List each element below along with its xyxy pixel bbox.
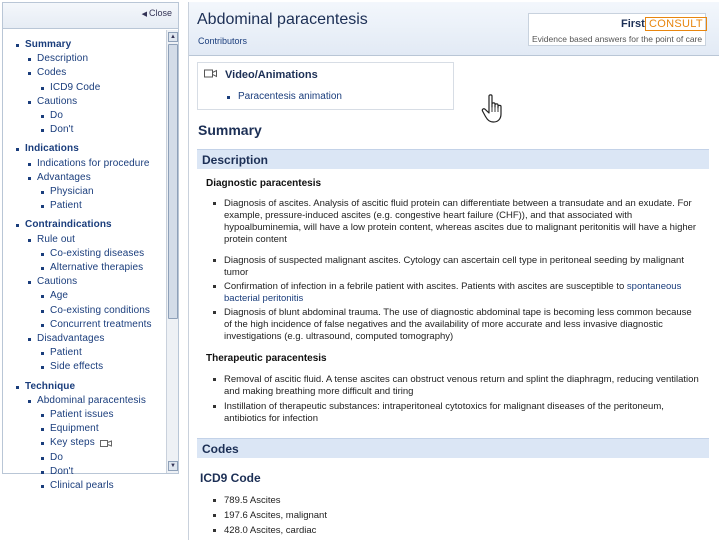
toc-item[interactable]: Patient [50,347,82,359]
toc-scrollbar[interactable] [166,30,178,473]
video-title: Video/Animations [225,69,318,81]
codes-label: Codes [202,442,239,456]
therapeutic-heading: Therapeutic paracentesis [206,353,327,364]
scroll-up-icon[interactable]: ▲ [168,32,178,42]
toc-item[interactable]: Indications [25,143,79,155]
list-item: Instillation of therapeutic substances: intraperitoneal cytotoxics for malignant diseases of the peritoneum, antibiotics for infection [224,401,702,425]
list-item: Diagnosis of suspected malignant ascites. Cytology can ascertain cell type in peritoneal seeding by malignant tumor [224,255,702,279]
logo-tagline: Evidence based answers for the point of care [532,34,703,44]
close-toc-button[interactable]: ◀ Close [141,8,172,18]
spontaneous-bacterial-peritonitis-link[interactable]: spontaneous bacterial peritonitis [224,281,682,304]
toc-item[interactable]: Patient [50,200,82,212]
toc-item[interactable]: Equipment [50,423,99,435]
icd9-heading: ICD9 Code [200,471,261,485]
toc-item[interactable]: Don't [50,465,74,477]
toc-item[interactable]: Rule out [37,233,76,245]
toc-item[interactable]: Description [37,53,89,65]
toc-item[interactable]: Advantages [37,171,91,183]
toc-item[interactable]: Patient issues [50,409,114,420]
toc-list [3,30,166,491]
toc-item[interactable]: Codes [37,67,67,79]
toc-panel [2,2,179,491]
toc-item[interactable]: Co-existing diseases [50,247,145,259]
list-item: 197.6 Ascites, malignant [224,510,702,522]
list-item: Removal of ascitic fluid. A tense ascites can obstruct venous return and splint the diaphragm, reducing ventilation and making breathing more difficult and tiring [224,374,702,398]
video-camera-icon [204,68,217,79]
triangle-left-icon: ◀ [141,11,147,18]
page-title: Abdominal paracentesis [197,11,368,28]
logo-first-text: First [621,18,645,30]
toc-item[interactable]: Disadvantages [37,333,105,344]
codes-section-bar [197,438,709,458]
toc-item[interactable]: Technique [25,380,76,392]
video-camera-icon [100,439,112,448]
summary-heading: Summary [198,122,262,138]
toc-item[interactable]: ICD9 Code [50,81,101,93]
list-item: Diagnosis of ascites. Analysis of ascitic fluid protein can differentiate between a transudate and an exudate. For example, pressure-induced ascites (e.g. congestive heart failure (CHF)), and that associated with hypoalbuminemia, will have a low protein content, whereas ascites due to malignant peritonitis will have a higher protein content [224,198,702,246]
toc-item[interactable]: Cautions [37,95,78,107]
logo-consult-text: CONSULT [645,17,707,31]
list-item: Diagnosis of blunt abdominal trauma. The use of diagnostic abdominal tape is becoming less common because of the high incidence of false negatives and the availability of more accurate and less invasive diagnostic investigations (e.g. ultrasound, computed tomography) [224,307,702,343]
toc-item[interactable]: Clinical pearls [50,480,114,491]
scrollbar-thumb[interactable] [168,44,178,319]
main-content [188,2,718,540]
toc-item[interactable]: Physician [50,186,94,197]
list-item: 789.5 Ascites [224,495,702,507]
toc-item[interactable]: Key steps [50,437,95,449]
list-item: Confirmation of infection in a febrile patient with ascites. Patients with ascites are susceptible to spontaneous bacterial peritonitis [224,281,702,305]
toc-header [3,3,178,29]
list-item: 428.0 Ascites, cardiac [224,525,702,537]
toc-item[interactable]: Co-existing conditions [50,304,151,316]
toc-item[interactable]: Do [50,110,63,121]
toc-item[interactable]: Do [50,451,63,463]
hand-pointer-icon [481,94,507,124]
toc-item[interactable]: Cautions [37,276,78,288]
paracentesis-animation-link[interactable]: Paracentesis animation [238,91,342,102]
toc-item[interactable]: Indications for procedure [37,157,150,169]
contributors-link[interactable]: Contributors [198,36,248,46]
toc-item[interactable]: Side effects [50,361,104,373]
toc-item[interactable]: Concurrent treatments [50,318,152,330]
description-section-bar [197,149,709,169]
diagnostic-heading: Diagnostic paracentesis [206,178,322,189]
toc-item[interactable]: Don't [50,124,74,136]
video-box [197,62,454,110]
toc-item[interactable]: Alternative therapies [50,262,144,273]
toc-item[interactable]: Age [50,290,69,302]
toc-item[interactable]: Summary [25,39,72,50]
toc-item[interactable]: Abdominal paracentesis [37,394,146,406]
toc-item[interactable]: Contraindications [25,219,112,231]
page-header [189,2,719,56]
description-label: Description [202,153,269,167]
first-consult-logo [528,13,706,46]
scroll-down-icon[interactable]: ▼ [168,461,178,471]
